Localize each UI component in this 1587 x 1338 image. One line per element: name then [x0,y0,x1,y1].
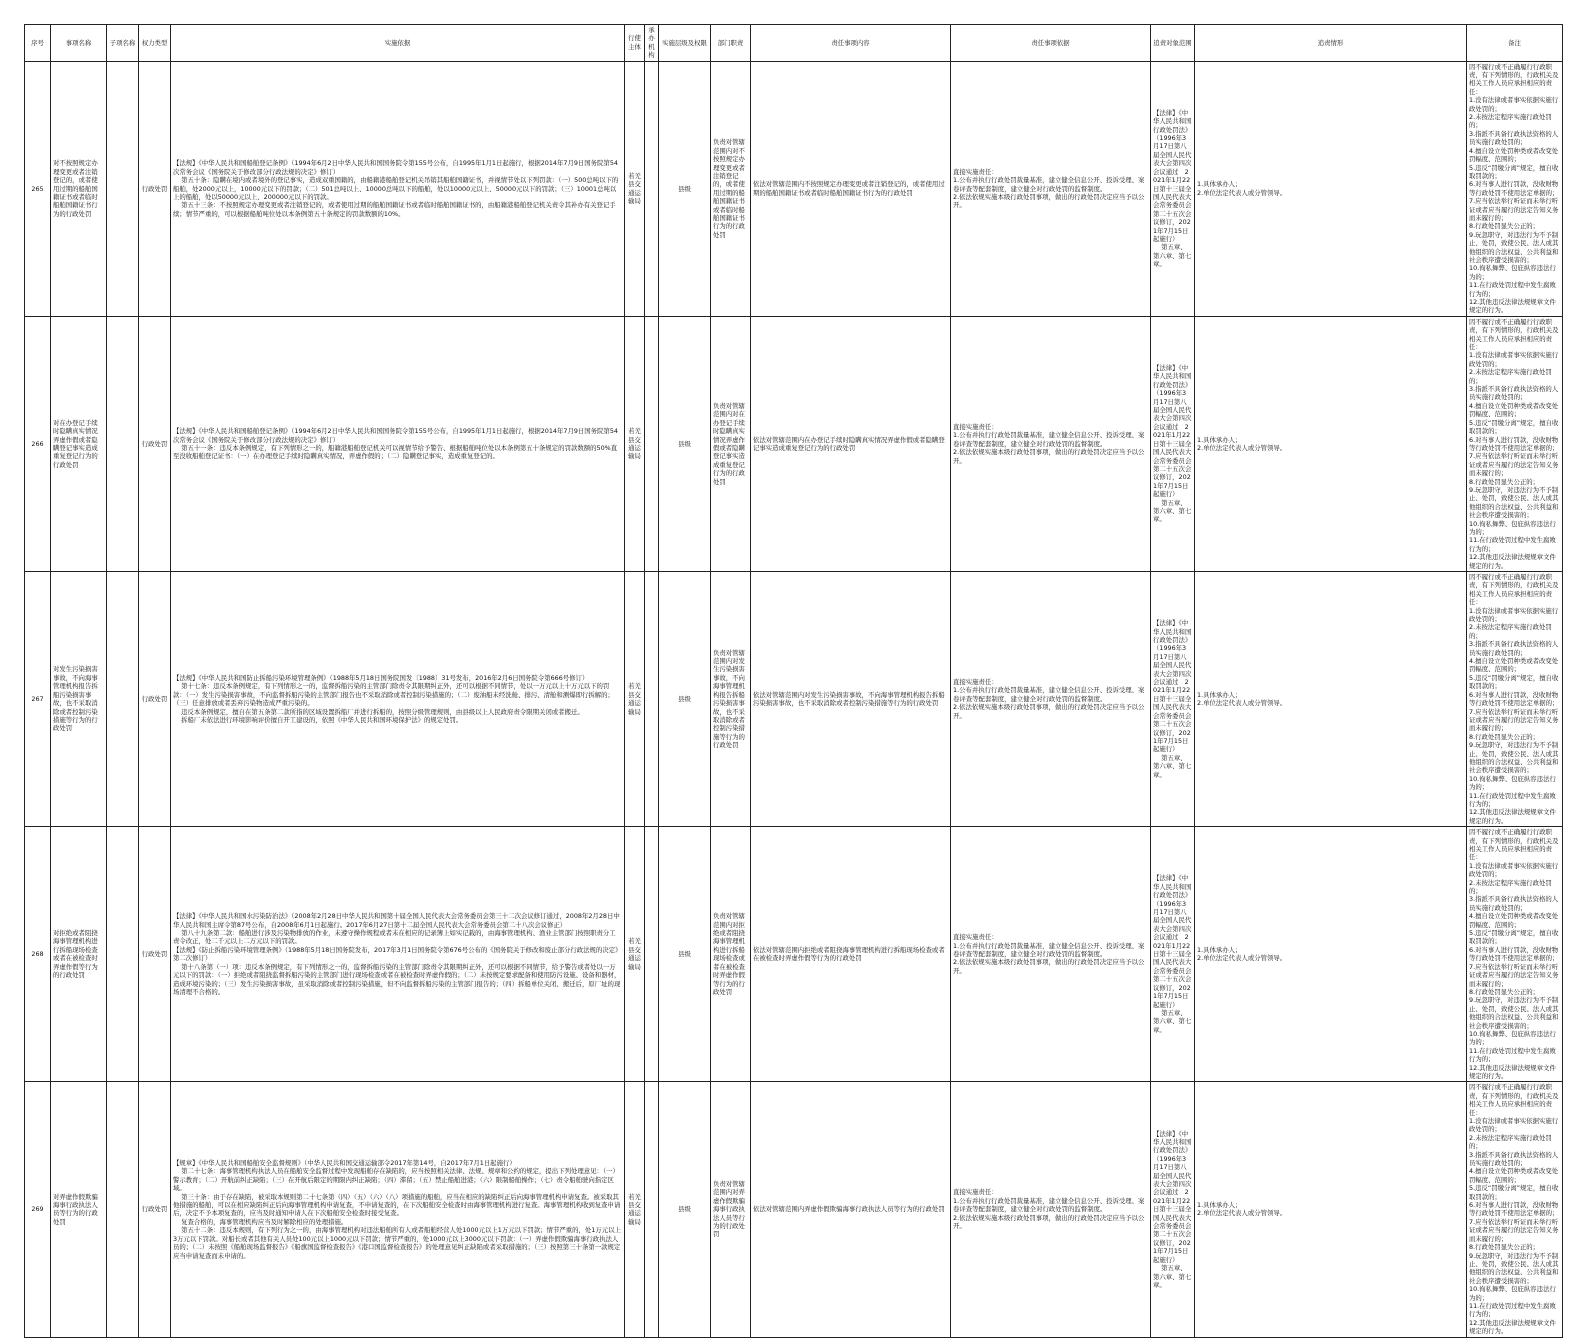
cell-item-name: 对发生污染损害事故，不向海事管理机构报告拆船污染损害事故，也不采取消除或者控制污染措施等行为的行政处罚 [51,572,107,827]
cell-level-desc: 负责对管辖范围内对在办登记手续时隐瞒真实情况弄虚作假或者隐瞒登记事实造成重复登记行为的行政处罚 [711,316,751,571]
cell-duty: 依法对管辖范围内对发生污染损害事故，不向海事管理机构报告拆船污染损害事故，也不采取消除或者控制污染措施等行为的行政处罚 [751,572,951,827]
responsibility-table [24,24,1563,1338]
cell-scope: 1.具体承办人； 2.单位法定代表人或分管领导。 [1195,61,1467,316]
cell-item-name: 对不按照规定办理变更或者注销登记的，或者使用过期的船舶国籍证书或者临时船舶国籍证书行为的行政处罚 [51,61,107,316]
header-sub-item: 子项名称 [107,25,139,62]
cell-situation: 因不履行或不正确履行行政职责，有下列情形的，行政机关及相关工作人员应承担相应的责任： 1.没有法律或者事实依据实施行政处罚的； 2.未按法定程序实施行政处罚的； 3.指派不具备行政执法资格的人员实施行政处罚的； 4.擅自设立处罚种类或者改变处罚幅度、范围的； 5.违反“罚缴分离”规定，擅自收取罚款的； 6.对当事人进行罚款，没收财物等行政处罚不使用法定单据的； 7.应当依法举行听证而未举行听证或者应当履行的法定告知义务而未履行的； 8.行政处罚显失公正的； 9.玩忽职守，对违法行为不予制止、处罚，致使公民、法人或其他组织的合法权益、公共利益和社会秩序遭受损害的； 10.徇私舞弊、包庇纵容违法行为的； 11.在行政处罚过程中发生腐败行为的； 12.其他违反法律法规规章文件规定的行为。 [1467,316,1563,571]
cell-power-type: 行政处罚 [139,827,171,1082]
cell-seq: 267 [25,572,51,827]
cell-duty: 依法对管辖范围内拒绝或者阻挠海事管理机构进行拆船现场检查或者在被检查时弄虚作假等行为的行政处罚 [751,827,951,1082]
table-row [25,572,1563,827]
cell-scope: 1.具体承办人； 2.单位法定代表人或分管领导。 [1195,572,1467,827]
cell-basis: 【法规】《中华人民共和国船舶登记条例》（1994年6月2日中华人民共和国国务院令第155号公布，自1995年1月1日起施行，根据2014年7月9日国务院第54次常务会议《国务院关于修改部分行政法规的决定》修订） 第五十条：隐瞒在境内或者境外的登记事实，造成双重国籍的，由船籍港船舶登记机关吊销其船舶国籍证书，并视情节处以下列罚款：（一）500总吨以下的船舶，处2000元以上，10000元以下的罚款；（二）501总吨以上、10000总吨以下的船舶，处以10000元以上、50000元以下的罚款；（三）10001总吨以上的船舶，处以50000元以上、200000元以下的罚款。 第五十三条：不按照规定办理变更或者注销登记的，或者使用过期的船舶国籍证书或者临时船舶国籍证书的，由船籍港船舶登记机关责令其补办有关登记手续；情节严重的，可以根据船舶吨位处以本条例第五十条规定的罚款数额的10%。 [171,61,625,316]
cell-scope: 1.具体承办人； 2.单位法定代表人或分管领导。 [1195,827,1467,1082]
cell-subject: 若羌县交通运输局 [625,316,645,571]
cell-level: 县级 [659,316,711,571]
cell-seq: 266 [25,316,51,571]
cell-sub-item [107,61,139,316]
table-row [25,316,1563,571]
cell-sub-item [107,572,139,827]
cell-basis: 【规章】《中华人民共和国船舶安全监督规则》（中华人民共和国交通运输部令2017年第14号，自2017年7月1日起施行） 第二十七条：海事管理机构执法人员在船舶安全监督过程中发现船舶存在缺陷的，应当按照相关法律、法规、规章和公约的规定，提出下列处理意见：（一）警示教育；（二）开航前纠正缺陷；（三）在开航后限定的期限内纠正缺陷；（四）滞留；（五）禁止船舶进港；（六）限制船舶操作；（七）责令船舶驶向指定区域。 第三十条：由于存在缺陷，被采取本规则第二十七条第（四）（五）（六）（八）项措施的船舶，应当在相应的缺陷纠正后向海事管理机构申请复查。被采取其他措施的船舶，可以在相应缺陷纠正后向海事管理机构申请复查，不申请复查的，在下次船舶安全检查时由海事管理机构进行复查。海事管理机构收到复查申请后，决定不予本项复查的，应当及时通知申请人在下次船舶安全检查时接受复查。 复查合格的，海事管理机构应当及时解除相应的处理措施。 第五十二条：违反本规则，有下列行为之一的，由海事管理机构对违法船舶所有人或者船舶经营人处1000元以上1万元以下罚款；情节严重的，处1万元以上3万元以下罚款。对船长或者其他有关人员处100元以上1000元以下罚款；情节严重的，处1000元以上3000元以下罚款：（一）弄虚作假欺骗海事行政执法人员的；（二）未按照《船舶现场监督报告》《船旗国监督检查报告》《港口国监督检查报告》的处理意见纠正缺陷或者采取措施的；（三）按照第三十条第一款规定应当申请复查而未申请的。 [171,1082,625,1337]
cell-scope: 1.具体承办人； 2.单位法定代表人或分管领导。 [1195,316,1467,571]
cell-power-type: 行政处罚 [139,316,171,571]
cell-org [645,61,659,316]
cell-subject: 若羌县交通运输局 [625,61,645,316]
table-row [25,1082,1563,1337]
cell-org [645,827,659,1082]
cell-situation: 因不履行或不正确履行行政职责，有下列情形的，行政机关及相关工作人员应承担相应的责任： 1.没有法律或者事实依据实施行政处罚的； 2.未按法定程序实施行政处罚的； 3.指派不具备行政执法资格的人员实施行政处罚的； 4.擅自设立处罚种类或者改变处罚幅度、范围的； 5.违反“罚缴分离”规定，擅自收取罚款的； 6.对当事人进行罚款，没收财物等行政处罚不使用法定单据的； 7.应当依法举行听证而未举行听证或者应当履行的法定告知义务而未履行的； 8.行政处罚显失公正的； 9.玩忽职守，对违法行为不予制止、处罚，致使公民、法人或其他组织的合法权益、公共利益和社会秩序遭受损害的； 10.徇私舞弊、包庇纵容违法行为的； 11.在行政处罚过程中发生腐败行为的； 12.其他违反法律法规规章文件规定的行为。 [1467,827,1563,1082]
cell-item-name: 对弄虚作假欺骗海事行政执法人员等行为的行政处罚 [51,1082,107,1337]
header-power-type: 权力类型 [139,25,171,62]
cell-sub-item [107,316,139,571]
header-basis: 实施依据 [171,25,625,62]
cell-content: 直接实施责任： 1.公布并执行行政处罚裁量基准，建立健全信息公开、投诉受理、案卷评查等配套制度，建立健全对行政处罚的监督制度。 2.依法依规实施本级行政处罚事项，做出的行政处罚决定应当予以公开。 [951,827,1151,1082]
cell-sub-item [107,1082,139,1337]
cell-situation: 因不履行或不正确履行行政职责，有下列情形的，行政机关及相关工作人员应承担相应的责任： 1.没有法律或者事实依据实施行政处罚的； 2.未按法定程序实施行政处罚的； 3.指派不具备行政执法资格的人员实施行政处罚的； 4.擅自设立处罚种类或者改变处罚幅度、范围的； 5.违反“罚缴分离”规定，擅自收取罚款的； 6.对当事人进行罚款，没收财物等行政处罚不使用法定单据的； 7.应当依法举行听证而未举行听证或者应当履行的法定告知义务而未履行的； 8.行政处罚显失公正的； 9.玩忽职守，对违法行为不予制止、处罚，致使公民、法人或其他组织的合法权益、公共利益和社会秩序遭受损害的； 10.徇私舞弊、包庇纵容违法行为的； 11.在行政处罚过程中发生腐败行为的； 12.其他违反法律法规规章文件规定的行为。 [1467,572,1563,827]
header-situation: 追责情形 [1195,25,1467,62]
header-duty-basis: 责任事项依据 [951,25,1151,62]
cell-level: 县级 [659,827,711,1082]
table-row [25,61,1563,316]
cell-situation: 因不履行或不正确履行行政职责，有下列情形的，行政机关及相关工作人员应承担相应的责任： 1.没有法律或者事实依据实施行政处罚的； 2.未按法定程序实施行政处罚的； 3.指派不具备行政执法资格的人员实施行政处罚的； 4.擅自设立处罚种类或者改变处罚幅度、范围的； 5.违反“罚缴分离”规定，擅自收取罚款的； 6.对当事人进行罚款，没收财物等行政处罚不使用法定单据的； 7.应当依法举行听证而未举行听证或者应当履行的法定告知义务而未履行的； 8.行政处罚显失公正的； 9.玩忽职守，对违法行为不予制止、处罚，致使公民、法人或其他组织的合法权益、公共利益和社会秩序遭受损害的； 10.徇私舞弊、包庇纵容违法行为的； 11.在行政处罚过程中发生腐败行为的； 12.其他违反法律法规规章文件规定的行为。 [1467,61,1563,316]
cell-basis: 【法规】《中华人民共和国船舶登记条例》（1994年6月2日中华人民共和国国务院令第155号公布，自1995年1月1日起施行，根据2014年7月9日国务院第54次常务会议《国务院关于修改部分行政法规的决定》修订） 第五十一条：违反本条例规定，有下列情形之一的，船籍港船舶登记机关可以视情节给予警告、根据船舶吨位处以本条例第五十条规定的罚款数额的50%直至没收船舶登记证书：（一）在办理登记手续时隐瞒真实情况，弄虚作假的；（二）隐瞒登记事实，造成重复登记的。 [171,316,625,571]
cell-situation: 因不履行或不正确履行行政职责，有下列情形的，行政机关及相关工作人员应承担相应的责任： 1.没有法律或者事实依据实施行政处罚的； 2.未按法定程序实施行政处罚的； 3.指派不具备行政执法资格的人员实施行政处罚的； 4.擅自设立处罚种类或者改变处罚幅度、范围的； 5.违反“罚缴分离”规定，擅自收取罚款的； 6.对当事人进行罚款，没收财物等行政处罚不使用法定单据的； 7.应当依法举行听证而未举行听证或者应当履行的法定告知义务而未履行的； 8.行政处罚显失公正的； 9.玩忽职守，对违法行为不予制止、处罚，致使公民、法人或其他组织的合法权益、公共利益和社会秩序遭受损害的； 10.徇私舞弊、包庇纵容违法行为的； 11.在行政处罚过程中发生腐败行为的； 12.其他违反法律法规规章文件规定的行为。 [1467,1082,1563,1337]
cell-duty-basis: 【法律】《中华人民共和国行政处罚法》（1996年3月17日第八届全国人民代表大会第四次会议通过 2021年1月22日第十三届全国人民代表大会常务委员会第二十五次会议修订，2021年7月15日起施行） 第五章、第六章、第七章。 [1151,316,1195,571]
cell-duty-basis: 【法律】《中华人民共和国行政处罚法》（1996年3月17日第八届全国人民代表大会第四次会议通过 2021年1月22日第十三届全国人民代表大会常务委员会第二十五次会议修订，2021年7月15日起施行） 第五章、第六章、第七章。 [1151,572,1195,827]
cell-scope: 1.具体承办人； 2.单位法定代表人或分管领导。 [1195,1082,1467,1337]
cell-duty-basis: 【法律】《中华人民共和国行政处罚法》（1996年3月17日第八届全国人民代表大会第四次会议通过 2021年1月22日第十三届全国人民代表大会常务委员会第二十五次会议修订，2021年7月15日起施行） 第五章、第六章、第七章。 [1151,827,1195,1082]
cell-org [645,1082,659,1337]
cell-level-desc: 负责对管辖范围内对发生污染损害事故，不向海事管理机构报告拆船污染损害事故，也不采取消除或者控制污染措施等行为的行政处罚 [711,572,751,827]
cell-content: 直接实施责任： 1.公布并执行行政处罚裁量基准，建立健全信息公开、投诉受理、案卷评查等配套制度，建立健全对行政处罚的监督制度。 2.依法依规实施本级行政处罚事项，做出的行政处罚决定应当予以公开。 [951,1082,1151,1337]
cell-power-type: 行政处罚 [139,572,171,827]
cell-level: 县级 [659,61,711,316]
cell-seq: 269 [25,1082,51,1337]
table-row [25,827,1563,1082]
cell-seq: 268 [25,827,51,1082]
cell-level-desc: 负责对管辖范围内对弄虚作假欺骗海事行政执法人员等行为的行政处罚 [711,1082,751,1337]
header-remark: 备注 [1467,25,1563,62]
header-duty: 部门职责 [711,25,751,62]
cell-level: 县级 [659,572,711,827]
header-seq: 序号 [25,25,51,62]
cell-content: 直接实施责任： 1.公布并执行行政处罚裁量基准，建立健全信息公开、投诉受理、案卷评查等配套制度，建立健全对行政处罚的监督制度。 2.依法依规实施本级行政处罚事项，做出的行政处罚决定应当予以公开。 [951,572,1151,827]
cell-org [645,572,659,827]
cell-duty-basis: 【法律】《中华人民共和国行政处罚法》（1996年3月17日第八届全国人民代表大会第四次会议通过 2021年1月22日第十三届全国人民代表大会常务委员会第二十五次会议修订，2021年7月15日起施行） 第五章、第六章、第七章。 [1151,1082,1195,1337]
cell-level-desc: 负责对管辖范围内对拒绝或者阻挠海事管理机构进行拆船现场检查或者在被检查时弄虚作假等行为的行政处罚 [711,827,751,1082]
cell-subject: 若羌县交通运输局 [625,1082,645,1337]
cell-item-name: 对在办登记手续时隐瞒真实情况弄虚作假或者隐瞒登记事实造成重复登记行为的行政处罚 [51,316,107,571]
cell-duty: 依法对管辖范围内弄虚作假欺骗海事行政执法人员等行为的行政处罚 [751,1082,951,1337]
cell-item-name: 对拒绝或者阻挠海事管理机构进行拆船现场检查或者在被检查时弄虚作假等行为的行政处罚 [51,827,107,1082]
header-level: 实施层级及权限 [659,25,711,62]
cell-content: 直接实施责任： 1.公布并执行行政处罚裁量基准，建立健全信息公开、投诉受理、案卷评查等配套制度，建立健全对行政处罚的监督制度。 2.依法依规实施本级行政处罚事项，做出的行政处罚决定应当予以公开。 [951,316,1151,571]
header-scope: 追责对象范围 [1151,25,1195,62]
cell-subject: 若羌县交通运输局 [625,827,645,1082]
cell-duty-basis: 【法律】《中华人民共和国行政处罚法》（1996年3月17日第八届全国人民代表大会第四次会议通过 2021年1月22日第十三届全国人民代表大会常务委员会第二十五次会议修订，2021年7月15日起施行） 第五章、第六章、第七章。 [1151,61,1195,316]
cell-level: 县级 [659,1082,711,1337]
table-header-row [25,25,1563,62]
header-content: 责任事项内容 [751,25,951,62]
cell-level-desc: 负责对管辖范围内对不按照规定办理变更或者注销登记的，或者使用过期的船舶国籍证书或者临时船舶国籍证书行为的行政处罚 [711,61,751,316]
cell-content: 直接实施责任： 1.公布并执行行政处罚裁量基准，建立健全信息公开、投诉受理、案卷评查等配套制度，建立健全对行政处罚的监督制度。 2.依法依规实施本级行政处罚事项，做出的行政处罚决定应当予以公开。 [951,61,1151,316]
header-subject: 行使主体 [625,25,645,62]
cell-basis: 【法律】《中华人民共和国水污染防治法》（2008年2月28日中华人民共和国第十届全国人民代表大会常务委员会第三十二次会议修订通过，2008年2月28日中华人民共和国主席令第87号公布，自2008年6月1日起施行。2017年6月27日第十二届全国人民代表大会常务委员会第二十八次会议修正） 第八十九条第二款：船舶进行涉及污染物排放的作业，未遵守操作规程或者未在相应的记录簿上如实记载的，由海事管理机构、渔业主管部门按照职责分工责令改正，处二千元以上二万元以下的罚款。 【法规】《防止拆船污染环境管理条例》（1988年5月18日国务院发布，2017年3月1日国务院令第676号公布的《国务院关于修改和废止部分行政法规的决定》第二次修订） 第十八条第（一）项：违反本条例规定，有下列情形之一的，监督拆船污染的主管部门除责令其限期纠正外，还可以根据不同情节，给予警告或者处以一万元以下的罚款：（一）拒绝或者阻挠监督拆船污染的主管部门进行现场检查或者在被检查时弄虚作假的；（二）未按规定要求配备和使用防污设施、设备和器材，造成环境污染的；（三）发生污染损害事故，虽采取消除或者控制污染措施，但不向监督拆船污染的主管部门报告的；（四）拆船单位关闭、搬迁后，原厂址的现场清理不合格的。 [171,827,625,1082]
cell-subject: 若羌县交通运输局 [625,572,645,827]
cell-power-type: 行政处罚 [139,61,171,316]
cell-duty: 依法对管辖范围内在办登记手续时隐瞒真实情况弄虚作假或者隐瞒登记事实造成重复登记行为的行政处罚 [751,316,951,571]
header-item-name: 事项名称 [51,25,107,62]
cell-basis: 【法规】《中华人民共和国防止拆船污染环境管理条例》（1988年5月18日国务院国发〔1988〕31号发布，2016年2月6日国务院令第666号修订） 第十七条：违反本条例规定，有下列情形之一的，监督拆船污染的主管部门除责令其限期纠正外，还可以根据不同情节，处以一万元以上十万元以下的罚款：（一）发生污染损害事故，不向监督拆船污染的主管部门报告也不采取消除或者控制污染措施的；（二）废油船未经洗舱、排污、清舱和测爆即行拆解的；（三）任意排放或者丢弃污染物造成严重污染的。 违反本条例规定，擅自在第五条第二款所指的区域设置拆船厂并进行拆船的，按照分级管理规则，由县级以上人民政府责令限期关闭或者搬迁。 拆船厂未依法进行环境影响评价擅自开工建设的，依照《中华人民共和国环境保护法》的规定处罚。 [171,572,625,827]
header-org: 承办机构 [645,25,659,62]
cell-power-type: 行政处罚 [139,1082,171,1337]
cell-seq: 265 [25,61,51,316]
responsibility-table-sheet [24,24,1562,1338]
cell-sub-item [107,827,139,1082]
cell-org [645,316,659,571]
cell-duty: 依法对管辖范围内不按照规定办理变更或者注销登记的，或者使用过期的船舶国籍证书或者临时船舶国籍证书行为的行政处罚 [751,61,951,316]
